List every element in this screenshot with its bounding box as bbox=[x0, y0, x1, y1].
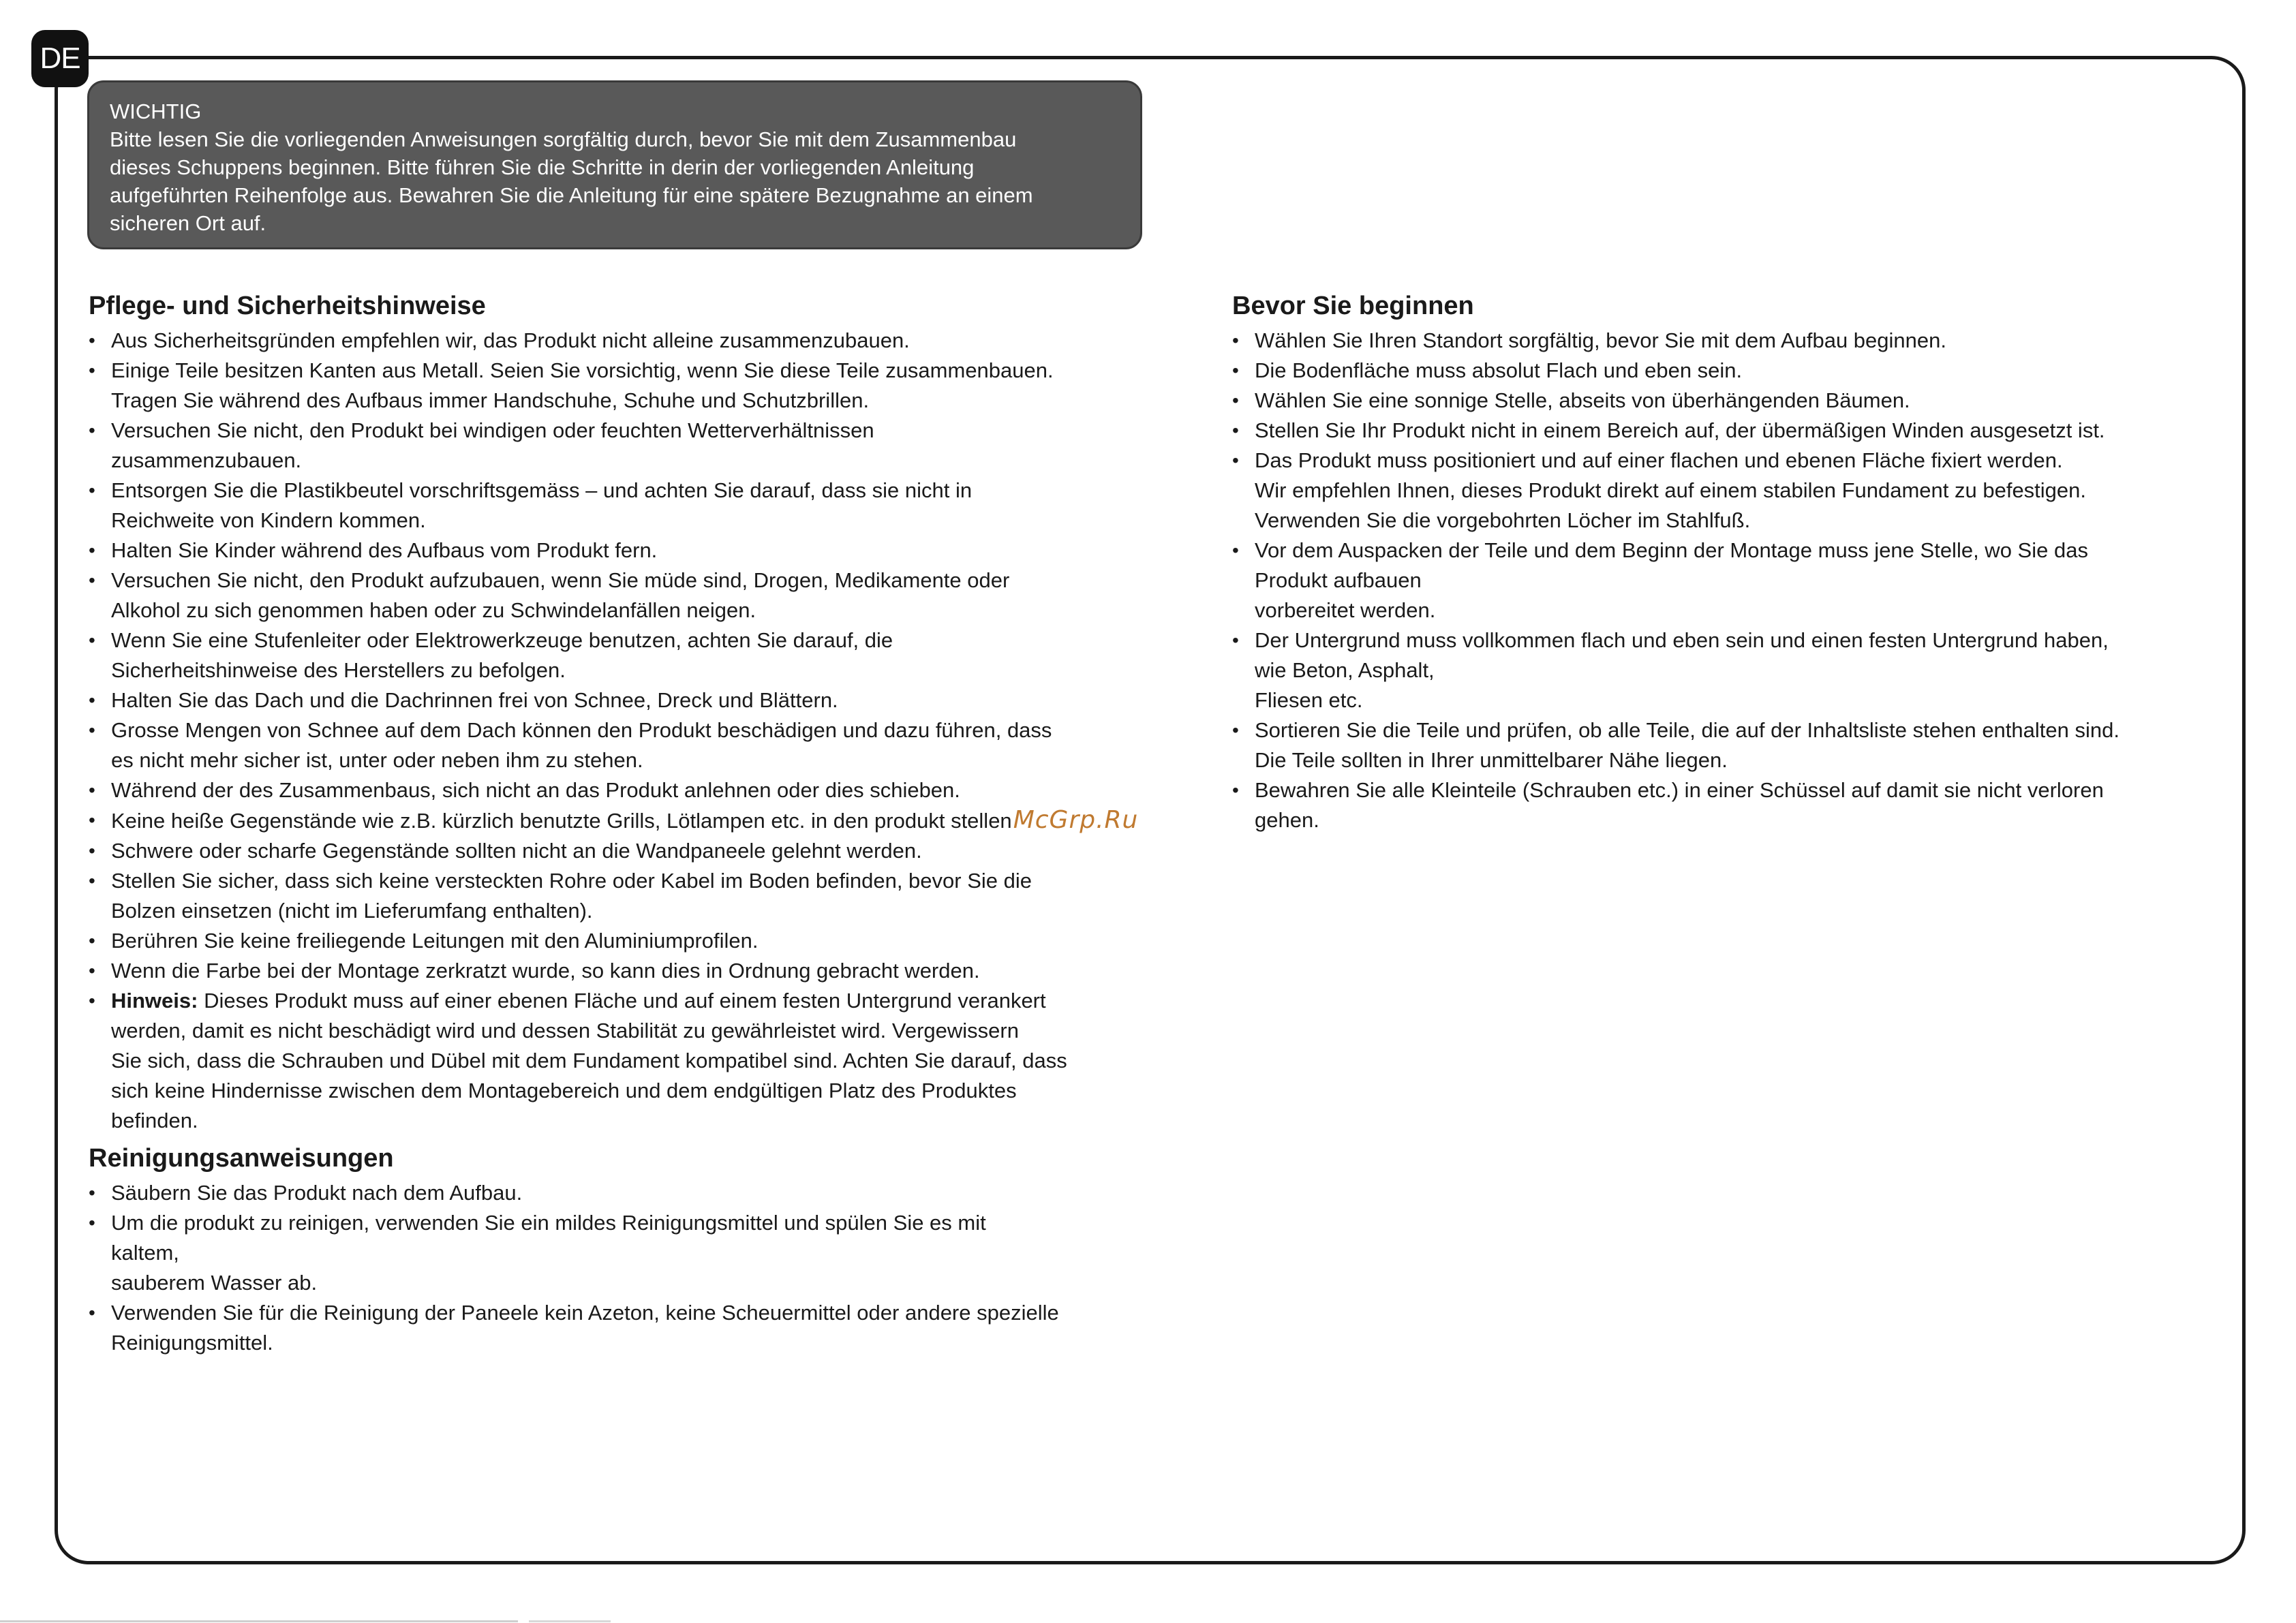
hint-label: Hinweis: bbox=[111, 989, 198, 1013]
item-line: kaltem, bbox=[111, 1241, 179, 1265]
item-line: • Grosse Mengen von Schnee auf dem Dach können den Produkt beschädigen und dazu führen, dass bbox=[111, 718, 1052, 742]
list-item bbox=[1232, 386, 2207, 416]
watermark-text: McGrp.Ru bbox=[1013, 806, 1139, 834]
item-line: • Entsorgen Sie die Plastikbeutel vorschriftsgemäss – und achten Sie darauf, dass sie nicht in bbox=[111, 478, 973, 502]
right-column bbox=[1232, 286, 2207, 835]
item-line: Reichweite von Kindern kommen. bbox=[111, 508, 426, 532]
item-line: zusammenzubauen. bbox=[111, 448, 302, 472]
list-item bbox=[1232, 416, 2207, 446]
item-line: • Säubern Sie das Produkt nach dem Aufbau. bbox=[111, 1181, 523, 1205]
item-text: Keine heiße Gegenstände wie z.B. kürzlich benutzte Grills, Lötlampen etc. in den produkt stellen bbox=[111, 809, 1012, 833]
item-line: es nicht mehr sicher ist, unter oder neben ihm zu stehen. bbox=[111, 748, 643, 772]
item-line: • Einige Teile besitzen Kanten aus Metall. Seien Sie vorsichtig, wenn Sie diese Teile zusammenbauen. bbox=[111, 358, 1054, 382]
list-item bbox=[89, 566, 1179, 625]
list-item bbox=[89, 1298, 1179, 1358]
care-list-watermark bbox=[89, 805, 1179, 836]
notice-line: sicheren Ort auf. bbox=[110, 211, 266, 235]
list-item bbox=[89, 1208, 1179, 1298]
list-item bbox=[89, 356, 1179, 416]
item-line: Bolzen einsetzen (nicht im Lieferumfang enthalten). bbox=[111, 899, 593, 923]
list-item bbox=[89, 536, 1179, 566]
item-line: • Wenn Sie eine Stufenleiter oder Elektrowerkzeuge benutzen, achten Sie darauf, die bbox=[111, 628, 893, 652]
item-line: • Wählen Sie Ihren Standort sorgfältig, bevor Sie mit dem Aufbau beginnen. bbox=[1255, 328, 1946, 352]
item-line: • Während der des Zusammenbaus, sich nicht an das Produkt anlehnen oder dies schieben. bbox=[111, 778, 960, 802]
care-heading: Pflege- und Sicherheitshinweise bbox=[89, 292, 486, 320]
before-heading: Bevor Sie beginnen bbox=[1232, 292, 1474, 320]
notice-title: WICHTIG bbox=[110, 99, 202, 123]
item-line: • Versuchen Sie nicht, den Produkt bei windigen oder feuchten Wetterverhältnissen bbox=[111, 418, 874, 442]
item-line: Tragen Sie während des Aufbaus immer Handschuhe, Schuhe und Schutzbrillen. bbox=[111, 388, 870, 412]
item-line: • Versuchen Sie nicht, den Produkt aufzubauen, wenn Sie müde sind, Drogen, Medikamente oder bbox=[111, 568, 1010, 592]
cleaning-list bbox=[89, 1178, 1179, 1358]
item-line: Reinigungsmittel. bbox=[111, 1331, 273, 1355]
item-line: wie Beton, Asphalt, bbox=[1255, 658, 1435, 682]
item-line: Alkohol zu sich genommen haben oder zu Schwindelanfällen neigen. bbox=[111, 598, 756, 622]
item-line: • Halten Sie Kinder während des Aufbaus vom Produkt fern. bbox=[111, 538, 658, 562]
list-item bbox=[89, 625, 1179, 685]
item-line: Verwenden Sie die vorgebohrten Löcher im Stahlfuß. bbox=[1255, 508, 1751, 532]
list-item bbox=[89, 866, 1179, 926]
item-line: Sicherheitshinweise des Herstellers zu befolgen. bbox=[111, 658, 566, 682]
care-list bbox=[89, 326, 1179, 805]
hint-line: sich keine Hindernisse zwischen dem Montagebereich und dem endgültigen Platz des Produktes bbox=[111, 1079, 1017, 1102]
list-item bbox=[89, 956, 1179, 986]
item-line: • Das Produkt muss positioniert und auf einer flachen und ebenen Fläche fixiert werden. bbox=[1255, 448, 2063, 472]
item-line: • Vor dem Auspacken der Teile und dem Beginn der Montage muss jene Stelle, wo Sie das bbox=[1255, 538, 2088, 562]
list-item bbox=[1232, 625, 2207, 715]
hint-line: Sie sich, dass die Schrauben und Dübel mit dem Fundament kompatibel sind. Achten Sie darauf, dass bbox=[111, 1049, 1067, 1072]
bottom-rule-short bbox=[529, 1620, 611, 1622]
hint-line: werden, damit es nicht beschädigt wird und dessen Stabilität zu gewährleistet wird. Vergewissern bbox=[111, 1019, 1019, 1042]
list-item bbox=[89, 805, 1179, 836]
item-line: • Stellen Sie Ihr Produkt nicht in einem Bereich auf, der übermäßigen Winden ausgesetzt ist. bbox=[1255, 418, 2105, 442]
bottom-rule bbox=[0, 1620, 518, 1622]
list-item bbox=[89, 1178, 1179, 1208]
hint-line: befinden. bbox=[111, 1109, 198, 1132]
list-item bbox=[1232, 715, 2207, 775]
item-line: Die Teile sollten in Ihrer unmittelbarer Nähe liegen. bbox=[1255, 748, 1728, 772]
language-tab: DE bbox=[31, 30, 89, 87]
item-line: vorbereitet werden. bbox=[1255, 598, 1436, 622]
list-item bbox=[1232, 446, 2207, 536]
item-line: • Aus Sicherheitsgründen empfehlen wir, das Produkt nicht alleine zusammenzubauen. bbox=[111, 328, 910, 352]
item-line: • Wenn die Farbe bei der Montage zerkratzt wurde, so kann dies in Ordnung gebracht werden. bbox=[111, 959, 980, 983]
item-line: • Schwere oder scharfe Gegenstände sollten nicht an die Wandpaneele gelehnt werden. bbox=[111, 839, 922, 863]
hint-first-line: Dieses Produkt muss auf einer ebenen Fläche und auf einem festen Untergrund verankert bbox=[198, 989, 1046, 1013]
item-line: • Berühren Sie keine freiliegende Leitungen mit den Aluminiumprofilen. bbox=[111, 929, 759, 953]
hint-item bbox=[89, 986, 1179, 1136]
item-line: Produkt aufbauen bbox=[1255, 568, 1422, 592]
item-line: • Die Bodenfläche muss absolut Flach und eben sein. bbox=[1255, 358, 1743, 382]
hint-list bbox=[89, 986, 1179, 1136]
item-line: • Der Untergrund muss vollkommen flach und eben sein und einen festen Untergrund haben, bbox=[1255, 628, 2109, 652]
list-item bbox=[89, 416, 1179, 476]
list-item bbox=[89, 715, 1179, 775]
item-line: • Sortieren Sie die Teile und prüfen, ob alle Teile, die auf der Inhaltsliste stehen enthalten sind. bbox=[1255, 718, 2119, 742]
item-line: sauberem Wasser ab. bbox=[111, 1271, 318, 1295]
notice-line: aufgeführten Reihenfolge aus. Bewahren Sie die Anleitung für eine spätere Bezugnahme an einem bbox=[110, 183, 1033, 207]
notice-line: Bitte lesen Sie die vorliegenden Anweisungen sorgfältig durch, bevor Sie mit dem Zusammenbau bbox=[110, 127, 1017, 151]
list-item bbox=[1232, 326, 2207, 356]
left-column bbox=[89, 286, 1179, 1358]
item-line: • Stellen Sie sicher, dass sich keine versteckten Rohre oder Kabel im Boden befinden, bevor Sie die bbox=[111, 869, 1032, 893]
item-line: gehen. bbox=[1255, 808, 1319, 832]
cleaning-heading: Reinigungsanweisungen bbox=[89, 1144, 394, 1173]
item-line: • Wählen Sie eine sonnige Stelle, abseits von überhängenden Bäumen. bbox=[1255, 388, 1910, 412]
list-item bbox=[89, 476, 1179, 536]
list-item bbox=[1232, 536, 2207, 625]
item-line: • Um die produkt zu reinigen, verwenden Sie ein mildes Reinigungsmittel und spülen Sie es mit bbox=[111, 1211, 986, 1235]
before-list bbox=[1232, 326, 2207, 835]
list-item bbox=[89, 685, 1179, 715]
list-item bbox=[1232, 775, 2207, 835]
item-line: • Halten Sie das Dach und die Dachrinnen frei von Schnee, Dreck und Blättern. bbox=[111, 688, 838, 712]
list-item bbox=[89, 326, 1179, 356]
care-list-continued bbox=[89, 836, 1179, 986]
list-item bbox=[1232, 356, 2207, 386]
list-item bbox=[89, 836, 1179, 866]
item-line: • Verwenden Sie für die Reinigung der Paneele kein Azeton, keine Scheuermittel oder andere spezielle bbox=[111, 1301, 1059, 1325]
list-item bbox=[89, 926, 1179, 956]
notice-line: dieses Schuppens beginnen. Bitte führen Sie die Schritte in derin der vorliegenden Anleitung bbox=[110, 155, 975, 179]
item-line: Wir empfehlen Ihnen, dieses Produkt direkt auf einem stabilen Fundament zu befestigen. bbox=[1255, 478, 2087, 502]
important-notice bbox=[87, 80, 1142, 249]
item-line: Fliesen etc. bbox=[1255, 688, 1363, 712]
item-line: • Bewahren Sie alle Kleinteile (Schrauben etc.) in einer Schüssel auf damit sie nicht verloren bbox=[1255, 778, 2104, 802]
list-item bbox=[89, 775, 1179, 805]
